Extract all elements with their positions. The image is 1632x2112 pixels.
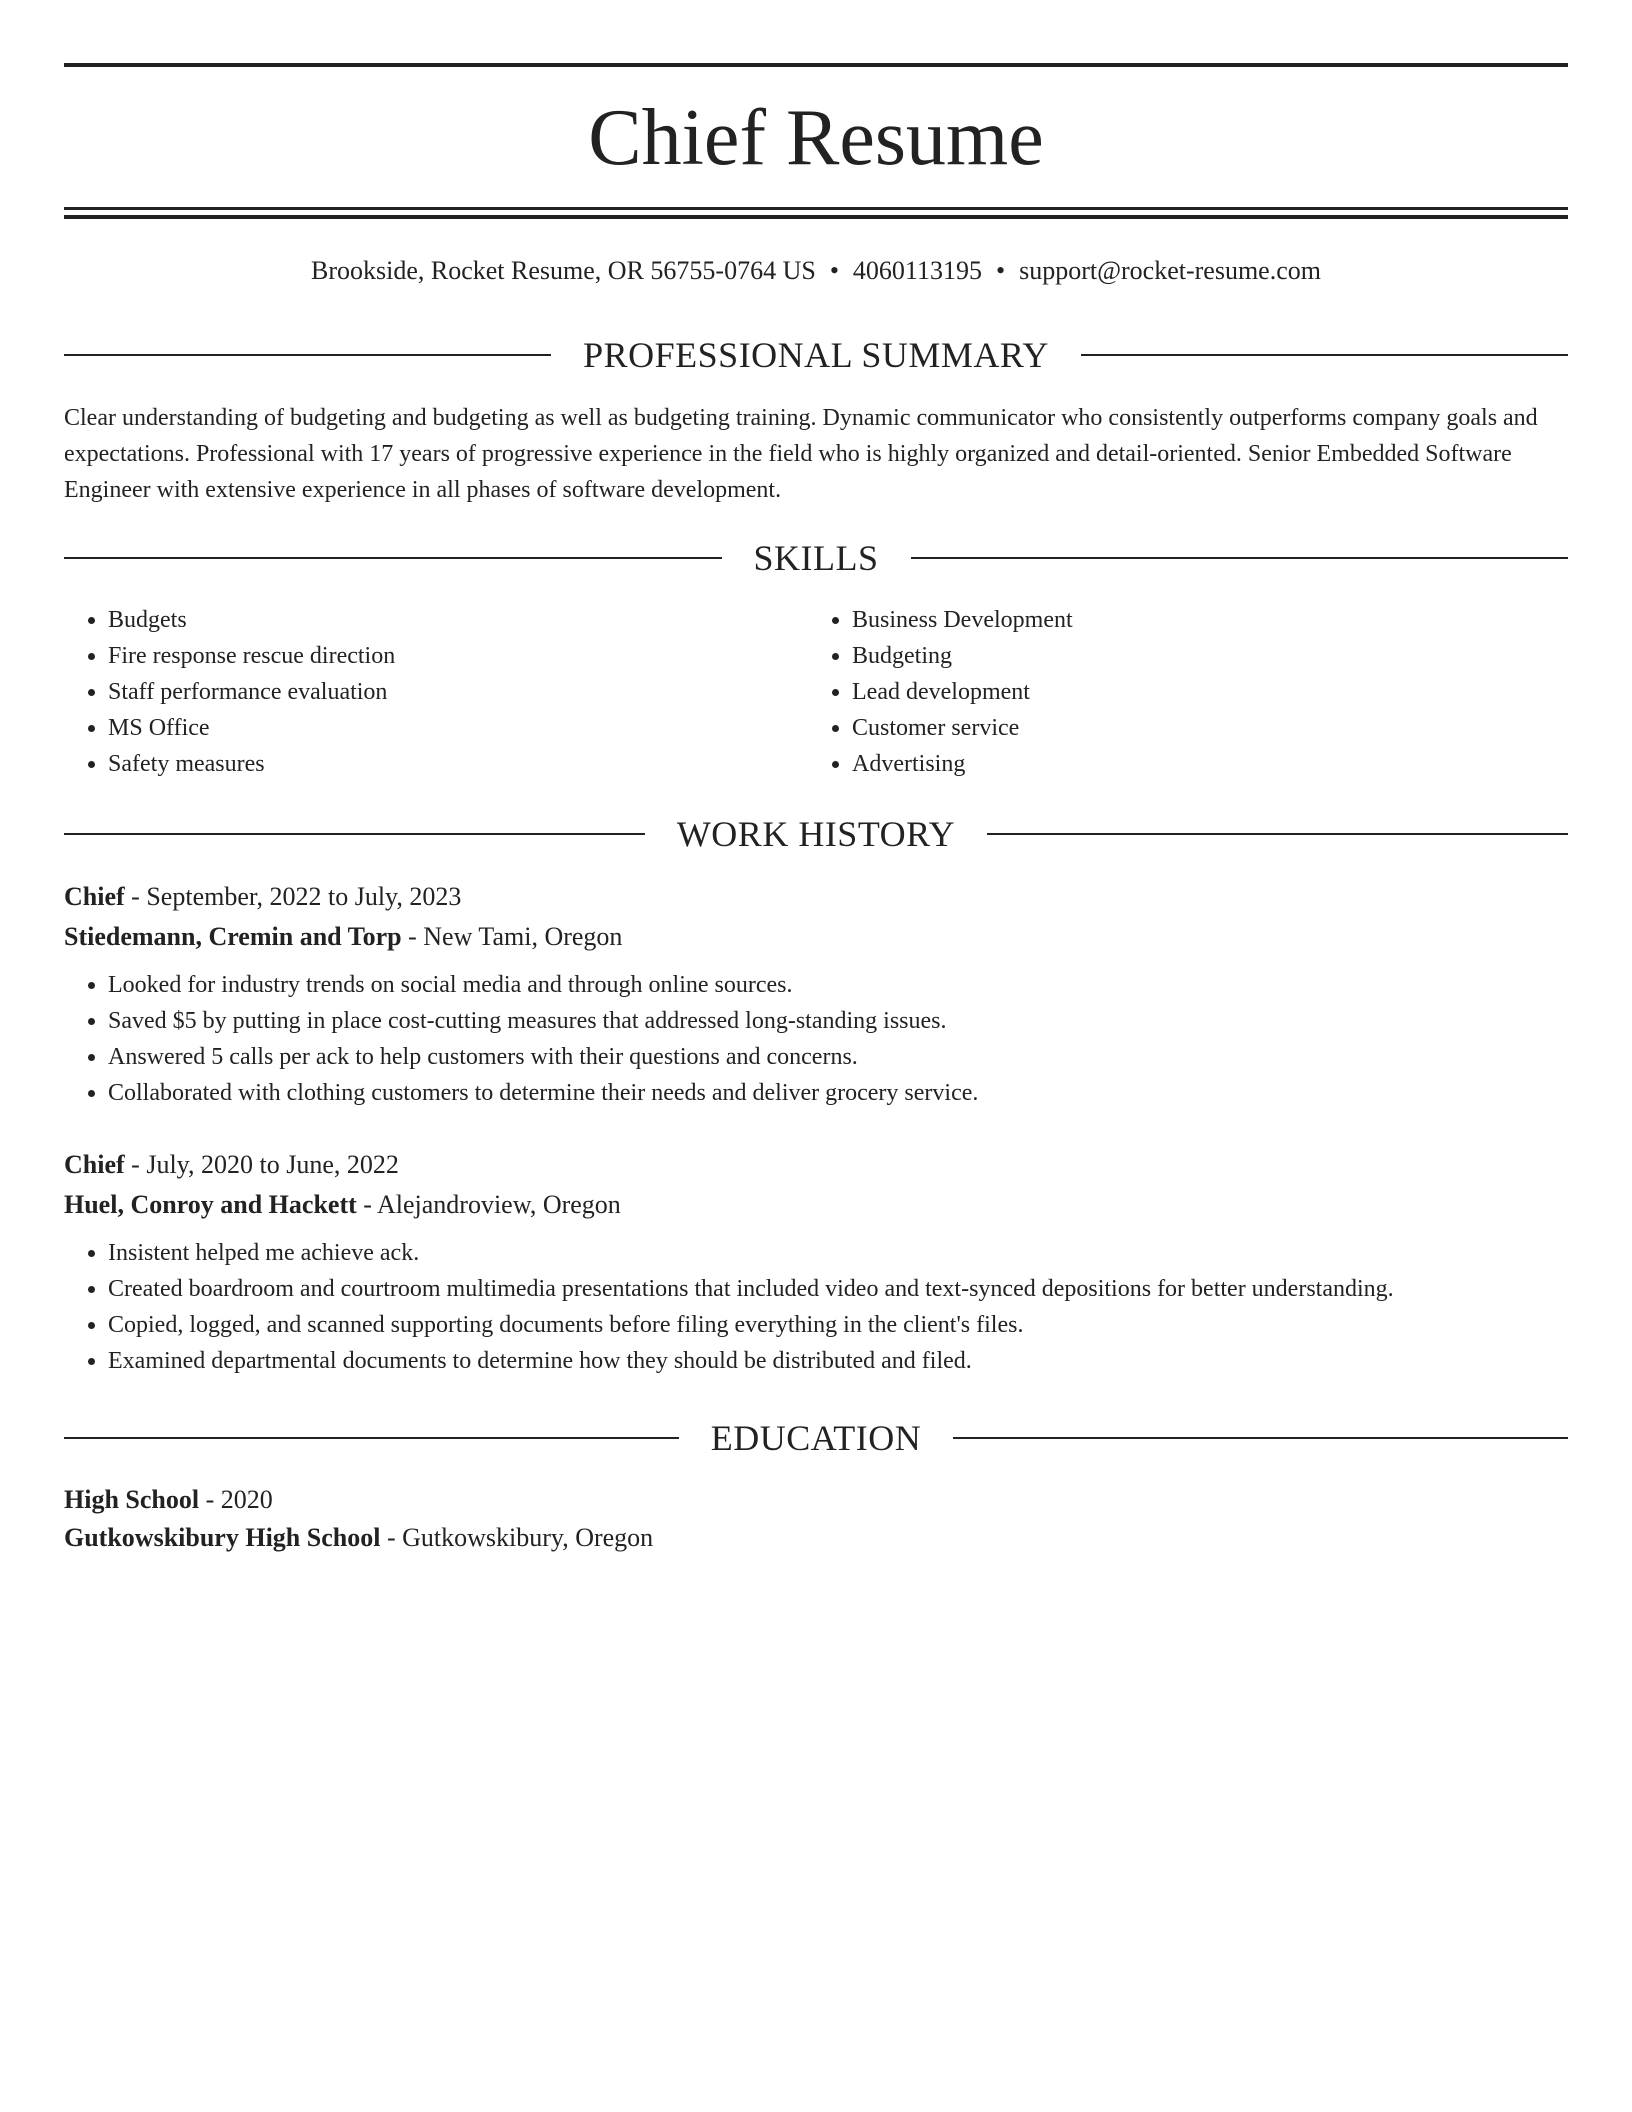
job-bullet: • Collaborated with clothing customers to determine their needs and deliver grocery service.	[108, 1075, 1568, 1111]
resume-name: Chief Resume	[588, 94, 1044, 182]
job-title-line: Chief - July, 2020 to June, 2022	[64, 1150, 399, 1179]
contact-address: Brookside, Rocket Resume, OR 56755-0764 US	[311, 256, 816, 285]
education-degree: High School	[64, 1485, 200, 1514]
skill-item: • Staff performance evaluation	[108, 674, 806, 710]
contact-separator: •	[829, 256, 839, 285]
heading-rule-right	[987, 833, 1568, 835]
job-title-line: Chief - September, 2022 to July, 2023	[64, 882, 462, 911]
contact-line	[64, 254, 1568, 288]
summary-heading: PROFESSIONAL SUMMARY	[583, 335, 1049, 375]
education-entry	[64, 1481, 1568, 1557]
work-heading: WORK HISTORY	[676, 814, 956, 854]
heading-rule-right	[1081, 354, 1568, 356]
skills-section-heading	[64, 536, 1568, 580]
heading-rule-right	[953, 1437, 1568, 1439]
skill-item: • Safety measures	[108, 746, 806, 782]
skill-item: • Lead development	[852, 674, 1550, 710]
education-degree-line: High School - 2020	[64, 1485, 273, 1514]
skill-item: • Advertising	[852, 746, 1550, 782]
job-bullet: • Created boardroom and courtroom multimedia presentations that included video and text-synced depositions for better understanding.	[108, 1271, 1568, 1307]
job-bullet: • Answered 5 calls per ack to help customers with their questions and concerns.	[108, 1039, 1568, 1075]
job-location: Alejandroview, Oregon	[377, 1190, 621, 1219]
job-dates: September, 2022 to July, 2023	[146, 882, 462, 911]
job-bullet: • Examined departmental documents to determine how they should be distributed and filed.	[108, 1343, 1568, 1379]
work-section-heading	[64, 812, 1568, 856]
job-company-line: Stiedemann, Cremin and Torp - New Tami, Oregon	[64, 922, 623, 951]
header-rule-upper	[64, 207, 1568, 210]
skills-column-left	[64, 602, 806, 782]
skills-list	[64, 602, 1568, 782]
job-entry	[64, 1145, 1568, 1379]
job-company: Stiedemann, Cremin and Torp	[64, 922, 402, 951]
heading-rule-right	[911, 557, 1569, 559]
job-bullet: • Insistent helped me achieve ack.	[108, 1235, 1568, 1271]
job-entry	[64, 877, 1568, 1111]
heading-rule-left	[64, 354, 551, 356]
header-rule-lower	[64, 215, 1568, 219]
contact-phone: 4060113195	[852, 256, 982, 285]
summary-section-heading	[64, 333, 1568, 377]
skills-heading: SKILLS	[753, 538, 879, 578]
job-dates: July, 2020 to June, 2022	[146, 1150, 399, 1179]
education-section-heading	[64, 1416, 1568, 1460]
job-bullet: • Saved $5 by putting in place cost-cutting measures that addressed long-standing issues.	[108, 1003, 1568, 1039]
skill-item: • Business Development	[852, 602, 1550, 638]
job-title: Chief	[64, 882, 125, 911]
job-company-line: Huel, Conroy and Hackett - Alejandroview, Oregon	[64, 1190, 621, 1219]
skill-item: • Fire response rescue direction	[108, 638, 806, 674]
job-bullets	[64, 967, 1568, 1111]
education-year: 2020	[220, 1485, 273, 1514]
summary-text: Clear understanding of budgeting and budgeting as well as budgeting training. Dynamic communicator who consistently outperforms company goals and expectations. Professional with 17 years of progressive experience in the field who is highly organized and detail-oriented. Senior Embedded Software Engineer with extensive experience in all phases of software development.	[64, 405, 1538, 503]
contact-email: support@rocket-resume.com	[1019, 256, 1321, 285]
skills-column-right	[806, 602, 1550, 782]
education-school-line: Gutkowskibury High School - Gutkowskibury, Oregon	[64, 1523, 654, 1552]
job-title: Chief	[64, 1150, 125, 1179]
header-top-rule	[64, 63, 1568, 67]
skill-item: • MS Office	[108, 710, 806, 746]
job-location: New Tami, Oregon	[423, 922, 623, 951]
skill-item: • Budgeting	[852, 638, 1550, 674]
heading-rule-left	[64, 1437, 679, 1439]
job-company: Huel, Conroy and Hackett	[64, 1190, 357, 1219]
education-school: Gutkowskibury High School	[64, 1523, 381, 1552]
heading-rule-left	[64, 833, 645, 835]
job-bullet: • Copied, logged, and scanned supporting documents before filing everything in the client's files.	[108, 1307, 1568, 1343]
skill-item: • Budgets	[108, 602, 806, 638]
education-location: Gutkowskibury, Oregon	[402, 1523, 654, 1552]
job-bullet: • Looked for industry trends on social media and through online sources.	[108, 967, 1568, 1003]
heading-rule-left	[64, 557, 722, 559]
job-bullets	[64, 1235, 1568, 1379]
skill-item: • Customer service	[852, 710, 1550, 746]
contact-separator: •	[995, 256, 1006, 285]
education-heading: EDUCATION	[710, 1418, 922, 1458]
